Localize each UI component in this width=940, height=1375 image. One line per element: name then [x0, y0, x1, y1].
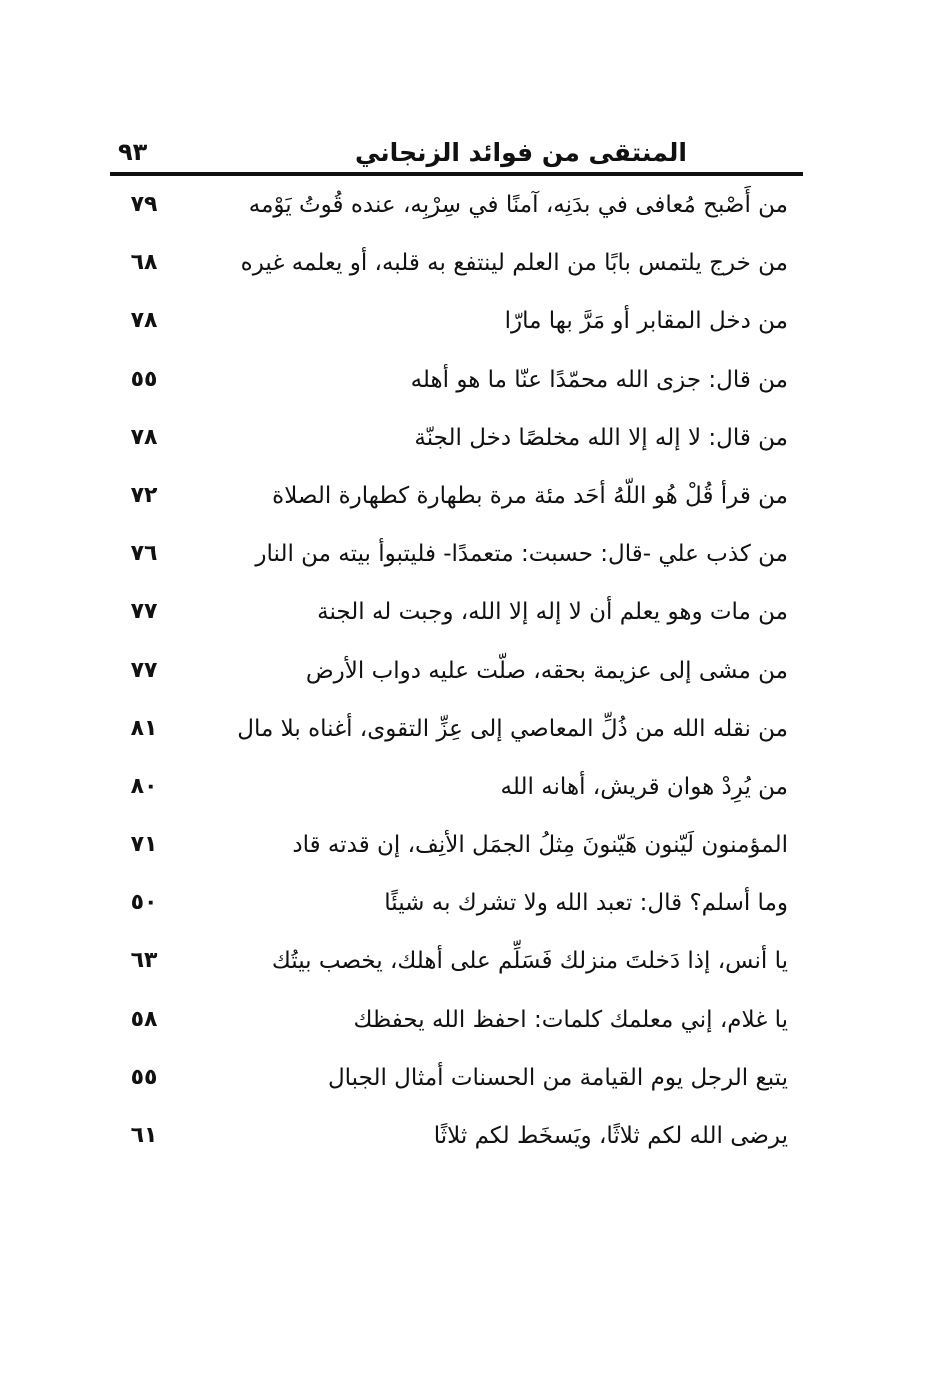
hadith-page-number: ٧٢ — [130, 482, 158, 508]
index-row — [0, 475, 940, 533]
hadith-page-number: ٨٠ — [130, 773, 158, 799]
index-row — [0, 533, 940, 591]
hadith-text: من مشى إلى عزيمة بحقه، صلّت عليه دواب الأرض — [305, 657, 788, 684]
index-row — [0, 184, 940, 242]
hadith-page-number: ٦٨ — [130, 250, 158, 276]
hadith-text: من قال: لا إله إلا الله مخلصًا دخل الجنّة — [414, 424, 788, 451]
index-row — [0, 650, 940, 708]
hadith-text: من قرأ قُلْ هُو اللّهُ أحَد مئة مرة بطهارة كطهارة الصلاة — [272, 482, 788, 509]
hadith-text: يا أنس، إذا دَخلتَ منزلك فَسَلِّم على أهلك، يخصب بيتُك — [271, 948, 788, 975]
index-row — [0, 940, 940, 998]
hadith-text: يرضى الله لكم ثلاثًا، ويَسخَط لكم ثلاثًا — [433, 1123, 788, 1149]
page-number: ٩٣ — [118, 138, 148, 166]
hadith-text: من قال: جزى الله محمّدًا عنّا ما هو أهله — [410, 366, 788, 393]
index-row — [0, 417, 940, 475]
hadith-page-number: ٦١ — [130, 1123, 158, 1148]
hadith-text: يتبع الرجل يوم القيامة من الحسنات أمثال الجبال — [327, 1064, 788, 1091]
hadith-page-number: ٧٩ — [130, 192, 158, 217]
hadith-text: من كذب علي -قال: حسبت: متعمدًا- فليتبوأ بيته من النار — [255, 541, 788, 568]
index-row — [0, 359, 940, 417]
hadith-page-number: ٧٧ — [130, 599, 158, 625]
hadith-text: من دخل المقابر أو مَرَّ بها مارّا — [504, 308, 788, 335]
hadith-page-number: ٥٨ — [130, 1006, 158, 1032]
index-row — [0, 882, 940, 940]
hadith-page-number: ٥٥ — [130, 366, 158, 392]
index-row — [0, 1115, 940, 1173]
hadith-text: من أَصْبح مُعافى في بدَنِه، آمنًا في سِرْبِه، عنده قُوتُ يَوْمه — [248, 192, 788, 218]
index-row — [0, 300, 940, 358]
hadith-page-number: ٧٧ — [130, 657, 158, 683]
hadith-text: من يُرِدْ هوان قريش، أهانه الله — [500, 773, 788, 800]
running-title: المنتقى من فوائد الزنجاني — [355, 138, 687, 167]
page-header — [0, 128, 940, 178]
hadith-page-number: ٨١ — [130, 715, 158, 741]
hadith-page-number: ٧١ — [130, 832, 158, 858]
index-row — [0, 708, 940, 766]
index-row — [0, 242, 940, 300]
header-rule — [110, 172, 803, 176]
hadith-page-number: ٦٣ — [130, 948, 158, 974]
hadith-text: يا غلام، إني معلمك كلمات: احفظ الله يحفظك — [353, 1006, 788, 1033]
hadith-text: من خرج يلتمس بابًا من العلم لينتفع به قلبه، أو يعلمه غيره — [240, 250, 788, 277]
index-row — [0, 824, 940, 882]
index-row — [0, 1057, 940, 1115]
index-row — [0, 591, 940, 649]
hadith-text: المؤمنون لَيّنون هَيّنونَ مِثلُ الجمَل الأنِف، إن قدته قاد — [292, 832, 788, 859]
hadith-text: من نقله الله من ذُلِّ المعاصي إلى عِزِّ التقوى، أغناه بلا مال — [237, 715, 788, 742]
hadith-text: من مات وهو يعلم أن لا إله إلا الله، وجبت له الجنة — [317, 599, 788, 626]
hadith-page-number: ٥٥ — [130, 1064, 158, 1090]
index-row — [0, 766, 940, 824]
hadith-page-number: ٧٦ — [130, 541, 158, 567]
hadith-page-number: ٧٨ — [130, 424, 158, 450]
hadith-page-number: ٧٨ — [130, 308, 158, 334]
hadith-text: وما أسلم؟ قال: تعبد الله ولا تشرك به شيئًا — [384, 890, 788, 917]
hadith-page-number: ٥٠ — [130, 890, 158, 916]
hadith-index-list — [0, 184, 940, 1173]
index-row — [0, 999, 940, 1057]
